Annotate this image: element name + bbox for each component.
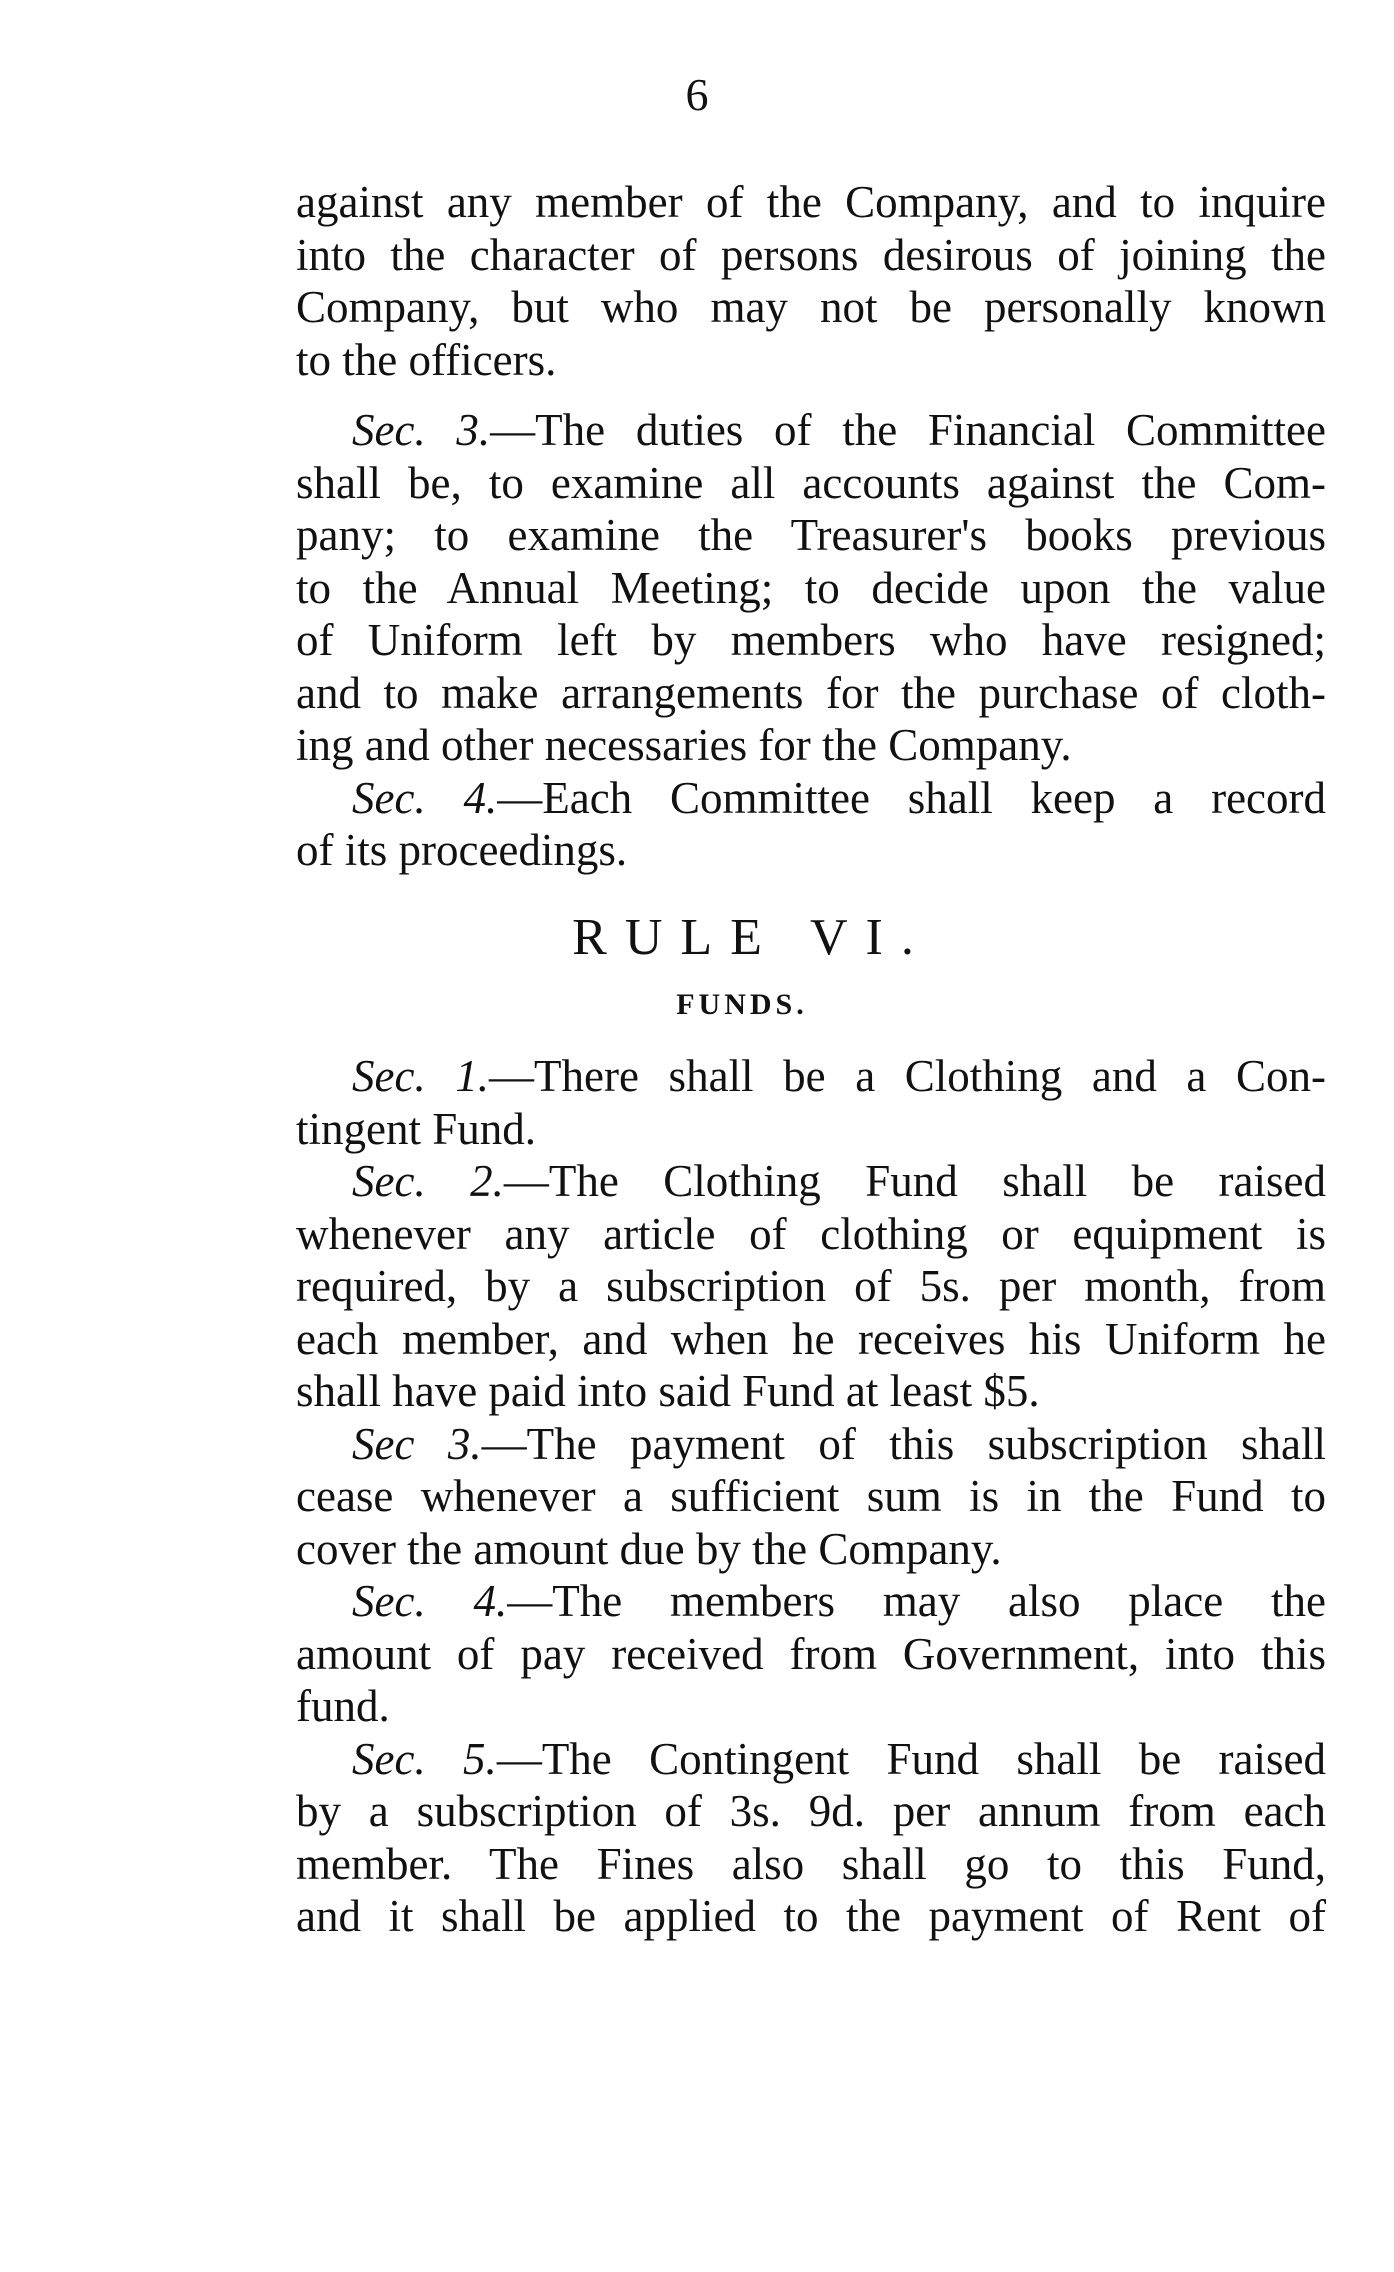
text-line: shall be, to examine all accounts against the Com- (296, 457, 1326, 508)
rule5-sections (296, 404, 1326, 877)
text-fragment: —The payment of this subscription shall (481, 1418, 1326, 1469)
text-line: required, by a subscription of 5s. per month, from (296, 1261, 1326, 1311)
text-line: whenever any article of clothing or equipment is (296, 1208, 1326, 1259)
text-line: and to make arrangements for the purchase of cloth- (296, 667, 1326, 718)
text-line (296, 1733, 1326, 1786)
text-fragment: —The members may also place the (507, 1576, 1326, 1626)
text-line: member. The Fines also shall go to this Fund, (296, 1838, 1326, 1889)
section-label: Sec. 1. (352, 1051, 490, 1101)
text-line (296, 1418, 1326, 1471)
rule-subheading: FUNDS. (676, 988, 808, 1021)
text-line: cover the amount due by the Company. (296, 1523, 1002, 1574)
text-line (296, 772, 1326, 825)
text-line: to the Annual Meeting; to decide upon the value (296, 562, 1326, 613)
text-line: amount of pay received from Government, into this (296, 1628, 1326, 1679)
text-fragment: —The duties of the Financial Committee (490, 405, 1326, 455)
text-line: Company, but who may not be personally known (296, 282, 1326, 332)
text-line: and it shall be applied to the payment of Rent of (296, 1891, 1326, 1941)
text-fragment: —The Clothing Fund shall be raised (503, 1156, 1326, 1206)
text-line: tingent Fund. (296, 1103, 537, 1154)
text-line: against any member of the Company, and to inquire (296, 177, 1326, 227)
rule6-sections (296, 1050, 1326, 1943)
text-line: shall have paid into said Fund at least $5. (296, 1366, 1040, 1416)
text-line: into the character of persons desirous of joining the (296, 229, 1326, 280)
page-number: 6 (685, 69, 709, 120)
text-line: to the officers. (296, 334, 557, 385)
continuation-paragraph (296, 176, 1326, 386)
text-line: pany; to examine the Treasurer's books previous (296, 510, 1326, 560)
text-fragment: —There shall be a Clothing and a Con- (489, 1051, 1326, 1101)
text-line: by a subscription of 3s. 9d. per annum from each (296, 1786, 1326, 1836)
text-fragment: —Each Committee shall keep a record (497, 772, 1326, 823)
text-line: cease whenever a sufficient sum is in the Fund to (296, 1471, 1326, 1521)
text-line (296, 404, 1326, 457)
text-line: ing and other necessaries for the Company. (296, 720, 1072, 770)
text-line (296, 1575, 1326, 1628)
text-line: of its proceedings. (296, 825, 628, 875)
text-line (296, 1155, 1326, 1208)
rule-heading: RULE VI. (572, 909, 932, 966)
text-line (296, 1050, 1326, 1103)
text-fragment: —The Contingent Fund shall be raised (496, 1733, 1326, 1784)
text-line: each member, and when he receives his Uniform he (296, 1313, 1326, 1364)
section-label: Sec 3. (352, 1418, 482, 1469)
section-label: Sec. 5. (352, 1733, 497, 1784)
section-label: Sec. 3. (352, 405, 491, 455)
section-label: Sec. 4. (352, 772, 498, 823)
section-label: Sec. 4. (352, 1576, 508, 1626)
section-label: Sec. 2. (352, 1156, 504, 1206)
text-line: fund. (296, 1681, 390, 1731)
text-line: of Uniform left by members who have resigned; (296, 615, 1326, 665)
